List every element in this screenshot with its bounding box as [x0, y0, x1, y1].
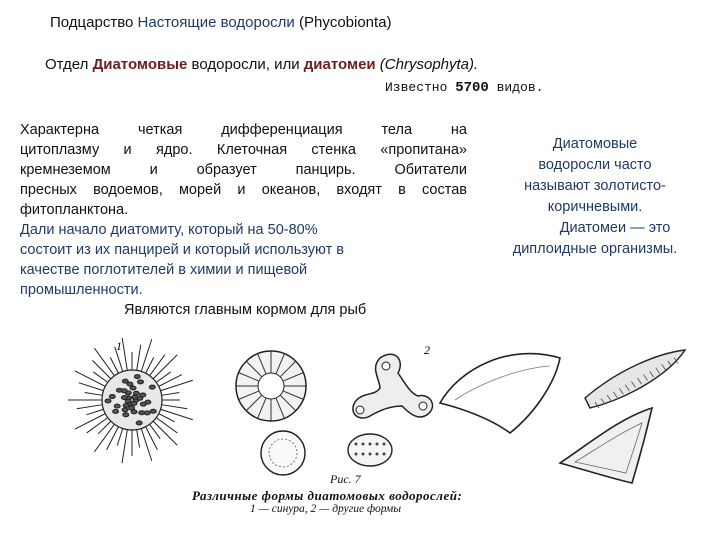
diatomite-line: состоит из их панцирей и который используют в — [20, 242, 344, 258]
diatomite-line: качестве поглотителей в химии и пищевой — [20, 262, 308, 278]
title-prefix: Подцарство — [50, 14, 138, 31]
subtitle-mid: водоросли, или — [187, 56, 304, 73]
desc-line: пресных водоемов, морей и океанов, входят в состав — [20, 182, 467, 198]
desc-line: Характерна четкая дифференциация тела на — [20, 122, 467, 138]
page-subtitle — [45, 56, 478, 73]
side-note-line: Диатомовые — [552, 136, 638, 152]
title-suffix: (Phycobionta) — [294, 14, 392, 31]
subtitle-prefix: Отдел — [45, 56, 93, 73]
species-count — [385, 80, 543, 96]
side-note-line: коричневыми. — [547, 199, 643, 215]
oval-diatom-drawing — [348, 434, 392, 466]
subtitle-highlight-diatomei: диатомеи — [303, 56, 376, 73]
known-prefix: Известно — [385, 80, 456, 95]
diatomite-line: Дали начало диатомиту, который на 50-80% — [20, 222, 318, 238]
synura-colony-drawing — [68, 338, 193, 463]
desc-line: цитоплазму и ядро. Клеточная стенка «пропитана» — [20, 142, 467, 158]
description-text — [20, 120, 467, 320]
diatomite-line: промышленности. — [20, 282, 143, 298]
side-note — [480, 134, 710, 260]
trilobed-diatom-drawing — [353, 354, 433, 418]
desc-line: фитопланктона. — [20, 202, 129, 218]
figure-caption: Рис. 7 — [330, 472, 361, 486]
subtitle-highlight-diatom: Диатомовые — [92, 56, 188, 73]
side-note-line: Диатомеи — это — [559, 220, 671, 236]
curved-triangle-diatom-drawing — [560, 408, 652, 483]
side-note-line: диплоидные организмы. — [512, 241, 678, 257]
triangle-diatom-drawing — [440, 354, 560, 433]
known-suffix: видов. — [488, 80, 544, 95]
figure-label-1: 1 — [116, 339, 122, 353]
food-line: Являются главным кормом для рыб — [124, 302, 367, 318]
radial-diatom-drawing — [236, 351, 306, 421]
subtitle-latin: (Chrysophyta). — [375, 56, 479, 73]
side-note-line: называют золотисто- — [524, 178, 666, 194]
figure-title: Различные формы диатомовых водорослей: — [192, 488, 463, 503]
page-title — [50, 14, 392, 31]
known-number: 5700 — [455, 80, 489, 96]
small-diatom-drawing — [261, 431, 305, 475]
pennate-diatom-drawing — [585, 350, 685, 408]
desc-line: кремнеземом и образует панцирь. Обитатели — [20, 162, 467, 178]
side-note-line: водоросли часто — [538, 157, 652, 173]
figure-legend: 1 — синура, 2 — другие формы — [250, 503, 402, 515]
figure-label-2: 2 — [424, 343, 430, 357]
title-highlight: Настоящие водоросли — [137, 14, 295, 31]
